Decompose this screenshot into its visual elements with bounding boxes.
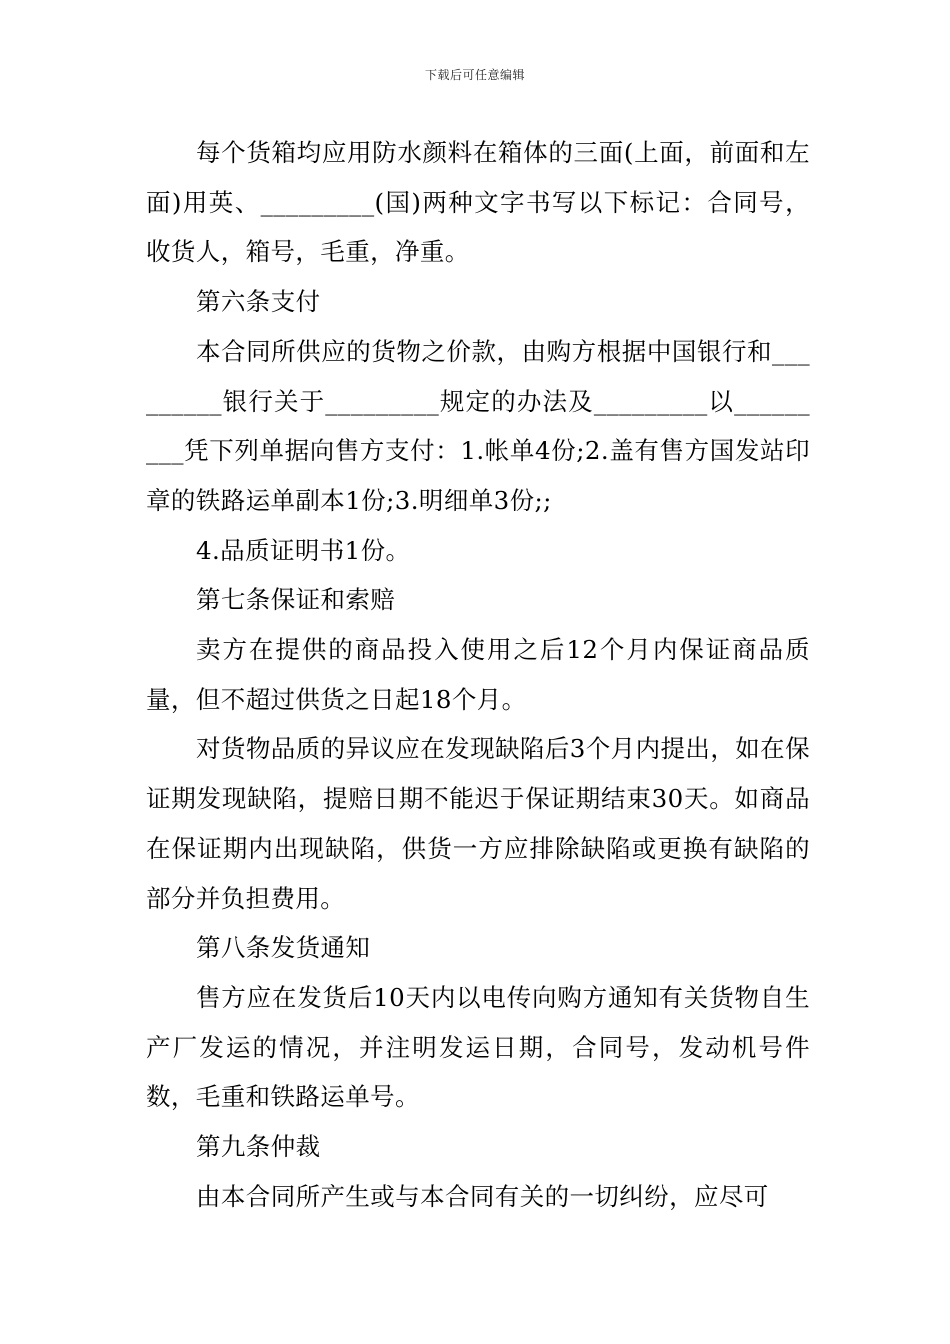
paragraph-payment: 本合同所供应的货物之价款，由购方根据中国银行和_________银行关于_________规定的办法及_________以_________凭下列单据向售方支付：1.帐单4份;2.盖有售方国发站印章的铁路运单副本1份;3.明细单3份;; (146, 336, 810, 515)
paragraph-defect-claims: 对货物品质的异议应在发现缺陷后3个月内提出，如在保证期发现缺陷，提赔日期不能迟于保证期结束30天。如商品在保证期内出现缺陷，供货一方应排除缺陷或更换有缺陷的部分并负担费用。 (146, 734, 810, 913)
paragraph-marking: 每个货箱均应用防水颜料在箱体的三面(上面，前面和左面)用英、_________(国)两种文字书写以下标记：合同号，收货人，箱号，毛重，净重。 (146, 138, 810, 267)
section-heading-shipping-notice: 第八条发货通知 (196, 933, 371, 963)
paragraph-arbitration: 由本合同所产生或与本合同有关的一切纠纷，应尽可 (196, 1181, 769, 1211)
page-header-note: 下载后可任意编辑 (424, 68, 525, 82)
section-heading-warranty: 第七条保证和索赔 (196, 585, 396, 615)
document-body (146, 128, 810, 1221)
section-heading-payment: 第六条支付 (196, 287, 321, 317)
section-heading-arbitration: 第九条仲裁 (196, 1132, 321, 1162)
paragraph-warranty-period: 卖方在提供的商品投入使用之后12个月内保证商品质量，但不超过供货之日起18个月。 (146, 635, 810, 714)
paragraph-shipping-notice: 售方应在发货后10天内以电传向购方通知有关货物自生产厂发运的情况，并注明发运日期，合同号，发动机号件数，毛重和铁路运单号。 (146, 982, 810, 1112)
paragraph-quality-certificate: 4.品质证明书1份。 (196, 535, 411, 565)
